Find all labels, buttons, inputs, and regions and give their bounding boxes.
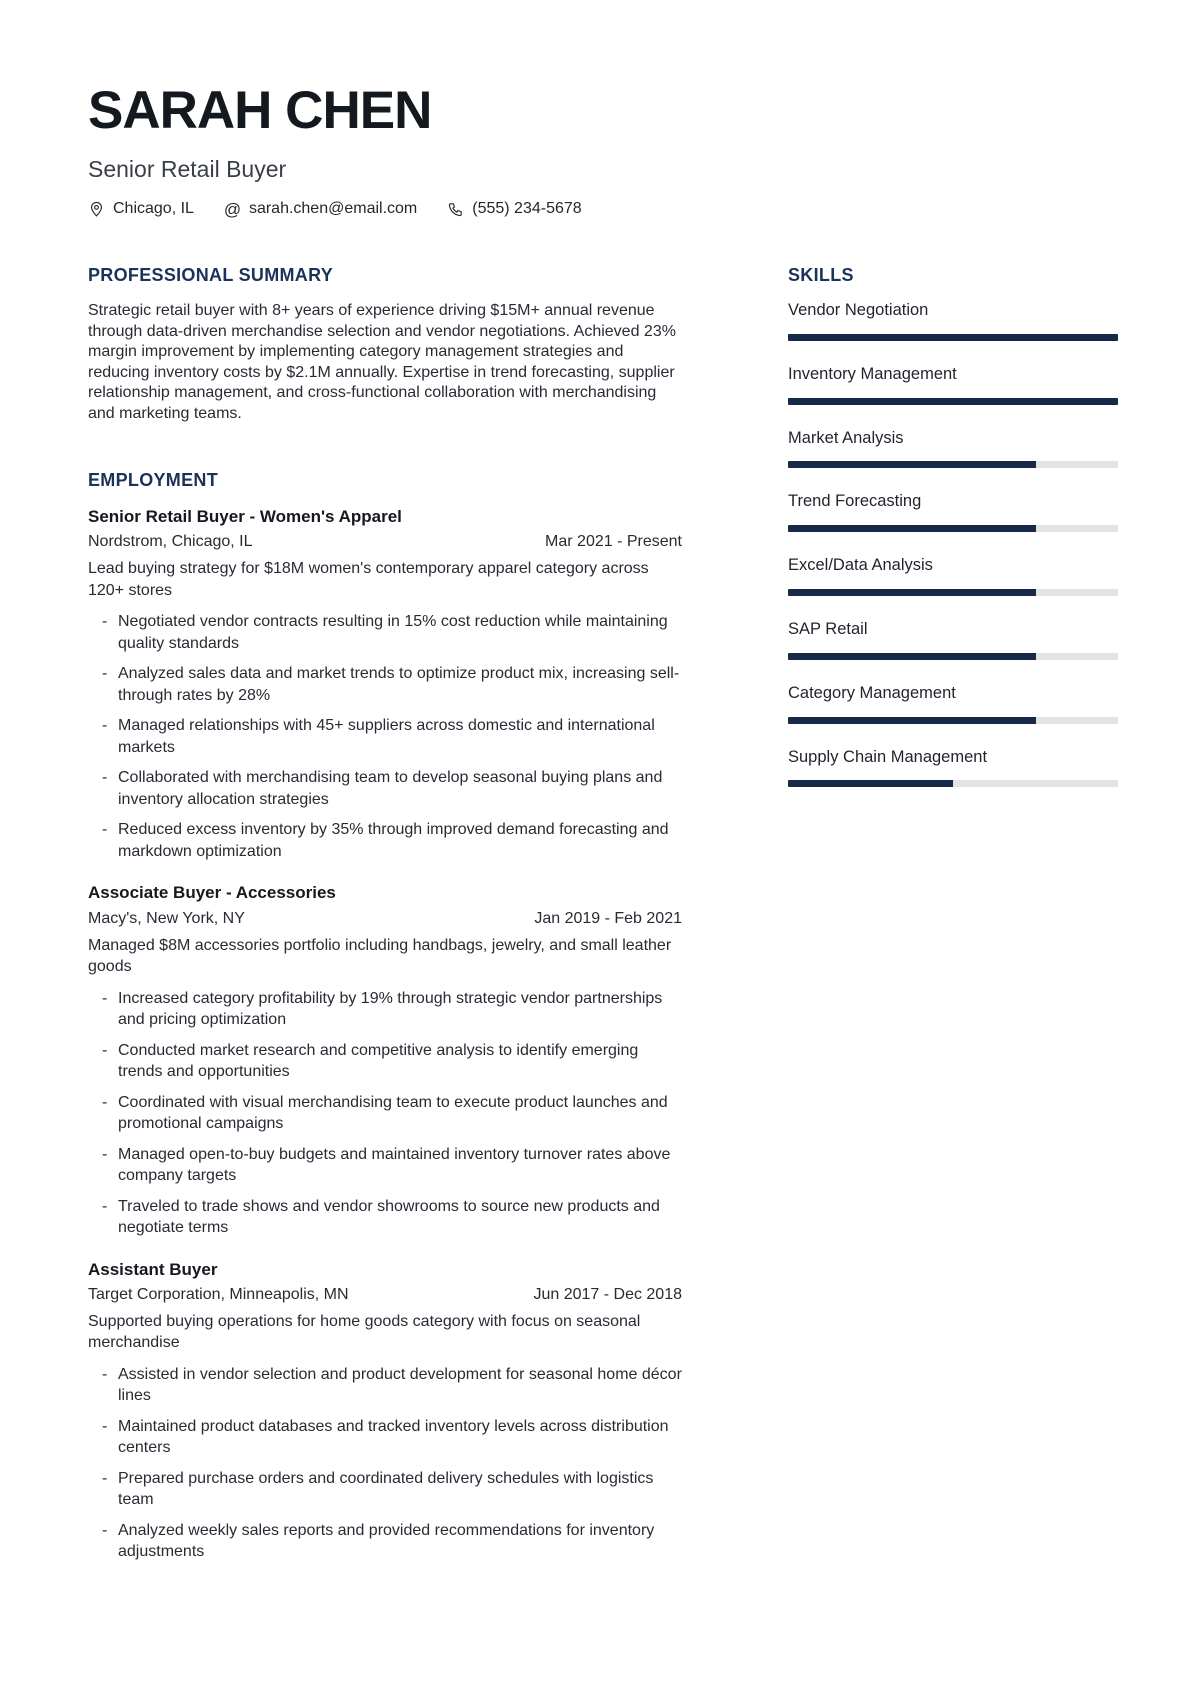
contact-location [88, 200, 194, 218]
employment-section [88, 470, 682, 1563]
resume-header [88, 81, 1118, 219]
job-title: Associate Buyer - Accessories [88, 883, 336, 903]
skill-bar-fill [788, 717, 1036, 724]
bullet-item: - Negotiated vendor contracts resulting in 15% cost reduction while maintaining quality standards [88, 611, 682, 654]
bullet-item: - Reduced excess inventory by 35% through improved demand forecasting and markdown optimization [88, 819, 682, 862]
resume-body [88, 265, 1118, 1572]
job-bullets [88, 1364, 682, 1563]
skill-bar-track [788, 334, 1118, 341]
employment-heading: EMPLOYMENT [88, 470, 219, 490]
bullet-item: - Managed open-to-buy budgets and maintained inventory turnover rates above company targets [88, 1144, 682, 1187]
skill-name: Excel/Data Analysis [788, 556, 933, 575]
skill-name: Inventory Management [788, 364, 957, 383]
skill-bar-fill [788, 461, 1036, 468]
job-meta-row [88, 910, 682, 928]
job-description: Managed $8M accessories portfolio including handbags, jewelry, and small leather goods [88, 936, 672, 975]
skill-item [788, 748, 1118, 788]
job-dates: Jan 2019 - Feb 2021 [534, 909, 682, 927]
skill-bar-fill [788, 398, 1118, 405]
skill-name: Category Management [788, 683, 956, 702]
skills-list [788, 301, 1118, 787]
at-sign-icon: @ [223, 199, 242, 219]
skill-name: Trend Forecasting [788, 492, 922, 511]
bullet-item: - Analyzed sales data and market trends to optimize product mix, increasing sell-through rates by 28% [88, 663, 682, 706]
skill-item [788, 365, 1118, 405]
phone-icon [447, 201, 464, 218]
job-bullets [88, 611, 682, 862]
job-entry [88, 1259, 682, 1563]
contact-phone [447, 200, 581, 218]
skill-bar-fill [788, 780, 953, 787]
job-dates: Jun 2017 - Dec 2018 [533, 1285, 682, 1303]
contact-email-text: sarah.chen@email.com [248, 200, 418, 217]
job-description: Lead buying strategy for $18M women's contemporary apparel category across 120+ stores [88, 560, 649, 599]
skill-bar-track [788, 589, 1118, 596]
skill-item [788, 684, 1118, 724]
right-column [788, 265, 1118, 1572]
skill-bar-fill [788, 525, 1036, 532]
skill-name: Supply Chain Management [788, 747, 988, 766]
skill-item [788, 301, 1118, 341]
skill-item [788, 620, 1118, 660]
job-company: Macy's, New York, NY [88, 909, 245, 927]
job-headline: Senior Retail Buyer [88, 156, 287, 182]
skill-bar-fill [788, 589, 1036, 596]
bullet-item: - Prepared purchase orders and coordinated delivery schedules with logistics team [88, 1468, 682, 1511]
skill-bar-track [788, 653, 1118, 660]
skill-item [788, 492, 1118, 532]
job-meta-row [88, 1286, 682, 1304]
job-title: Assistant Buyer [88, 1259, 218, 1279]
contact-email [224, 200, 417, 218]
job-description: Supported buying operations for home goods category with focus on seasonal merchandise [88, 1312, 641, 1352]
skill-name: Vendor Negotiation [788, 301, 929, 319]
skill-bar-track [788, 398, 1118, 405]
job-company: Nordstrom, Chicago, IL [88, 533, 253, 551]
skill-bar-fill [788, 334, 1118, 341]
person-name: SARAH CHEN [88, 81, 432, 140]
job-entry [88, 506, 682, 862]
job-title: Senior Retail Buyer - Women's Apparel [88, 507, 402, 526]
skill-name: SAP Retail [788, 619, 868, 638]
job-meta-row [88, 533, 682, 551]
skill-item [788, 556, 1118, 596]
location-pin-icon [88, 201, 105, 218]
skill-bar-fill [788, 653, 1036, 660]
bullet-item: - Analyzed weekly sales reports and provided recommendations for inventory adjustments [88, 1520, 682, 1563]
skill-bar-track [788, 780, 1118, 787]
bullet-item: - Increased category profitability by 19% through strategic vendor partnerships and pricing optimization [88, 988, 682, 1031]
bullet-item: - Managed relationships with 45+ suppliers across domestic and international markets [88, 715, 682, 758]
skill-bar-track [788, 461, 1118, 468]
bullet-item: - Maintained product databases and tracked inventory levels across distribution centers [88, 1416, 682, 1459]
skill-item [788, 429, 1118, 469]
bullet-item: - Coordinated with visual merchandising team to execute product launches and promotional campaigns [88, 1092, 682, 1135]
job-dates: Mar 2021 - Present [545, 533, 682, 551]
job-company: Target Corporation, Minneapolis, MN [88, 1285, 349, 1303]
bullet-item: - Traveled to trade shows and vendor showrooms to source new products and negotiate terms [88, 1196, 682, 1239]
skill-bar-track [788, 525, 1118, 532]
skill-bar-track [788, 717, 1118, 724]
skill-name: Market Analysis [788, 428, 904, 447]
summary-section [88, 265, 682, 424]
summary-heading: PROFESSIONAL SUMMARY [88, 265, 334, 285]
bullet-item: - Collaborated with merchandising team to develop seasonal buying plans and inventory allocation strategies [88, 767, 682, 810]
skills-section [788, 265, 1118, 787]
summary-text: Strategic retail buyer with 8+ years of experience driving $15M+ annual revenue through data-driven merchandise selection and vendor negotiations. Achieved 23% margin improvement by implementing category management strategies and reducing inventory costs by $2.1M annually. Expertise in trend forecasting, supplier relationship management, and cross-functional collaboration with merchandising and marketing teams. [88, 302, 676, 422]
bullet-item: - Conducted market research and competitive analysis to identify emerging trends and opportunities [88, 1040, 682, 1083]
skills-heading: SKILLS [788, 265, 854, 285]
job-bullets [88, 988, 682, 1239]
job-entry [88, 882, 682, 1238]
bullet-item: - Assisted in vendor selection and product development for seasonal home décor lines [88, 1364, 682, 1407]
contact-row [88, 200, 1118, 218]
jobs-list [88, 506, 682, 1563]
contact-phone-text: (555) 234-5678 [472, 200, 582, 217]
contact-location-text: Chicago, IL [113, 200, 194, 217]
left-column [88, 265, 682, 1572]
